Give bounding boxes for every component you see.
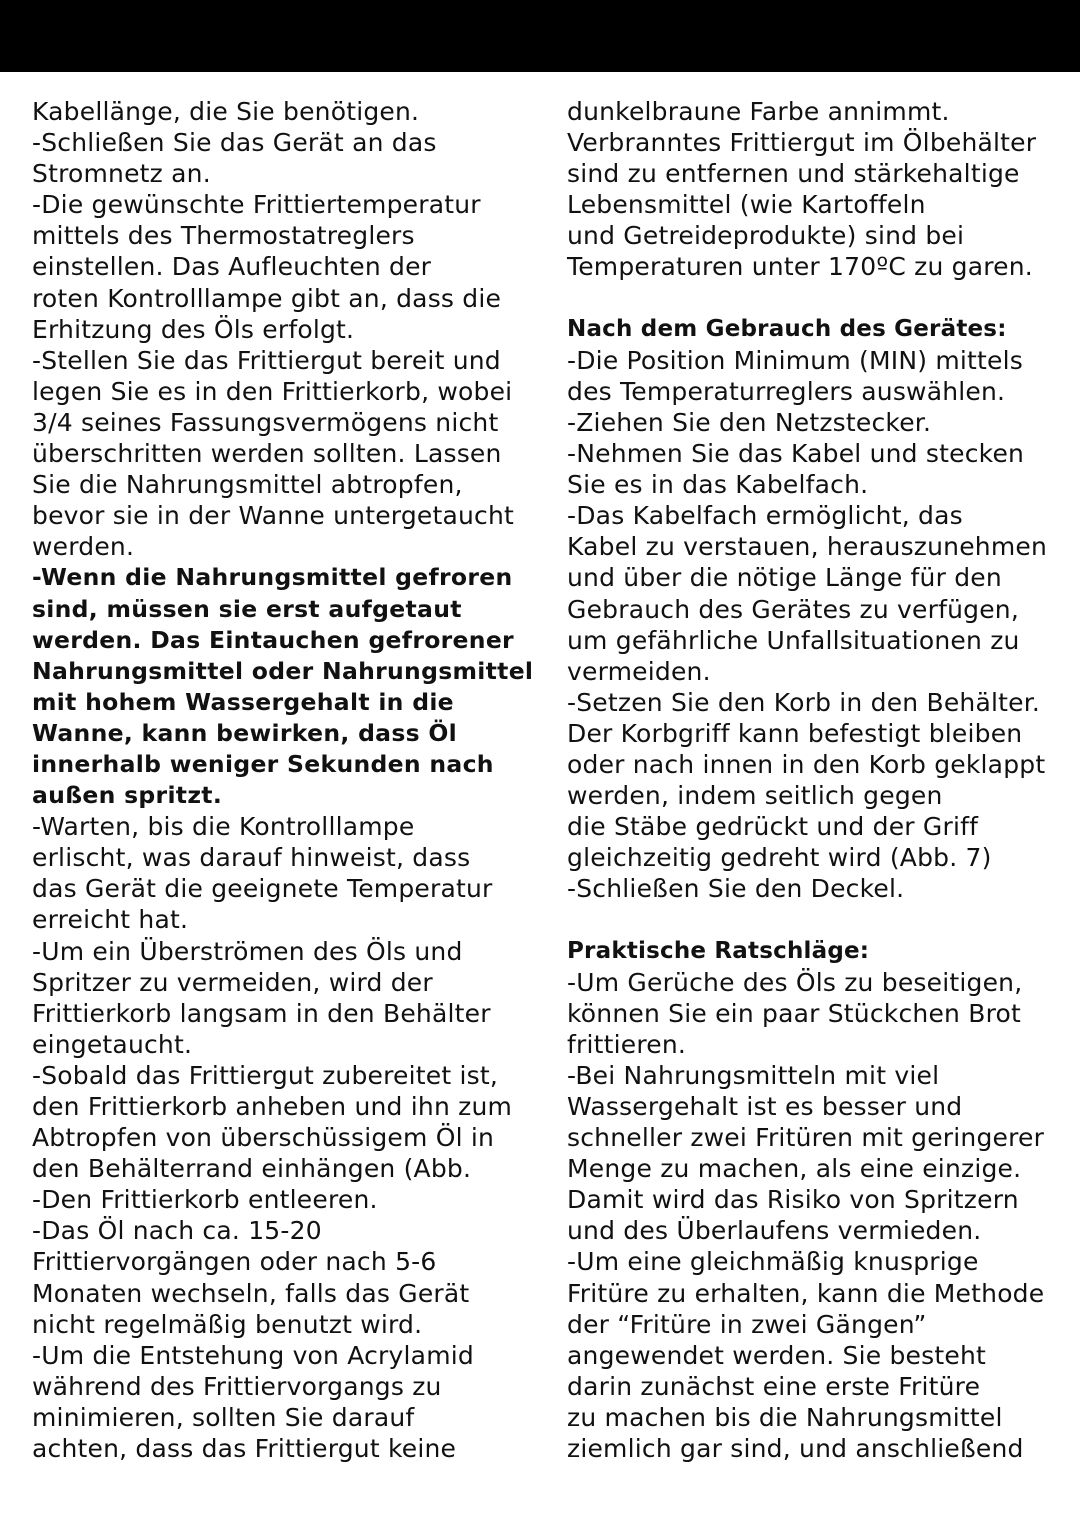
text-line: legen Sie es in den Frittierkorb, wobei	[32, 376, 513, 406]
text-line: außen spritzt.	[32, 781, 223, 810]
text-line: Damit wird das Risiko von Spritzern	[567, 1185, 1019, 1215]
text-line: sind, müssen sie erst aufgetaut	[32, 594, 462, 623]
text-line: die Stäbe gedrückt und der Griff	[567, 812, 979, 842]
text-line: Gebrauch des Gerätes zu verfügen,	[567, 594, 1019, 624]
text-line: -Warten, bis die Kontrolllampe	[32, 812, 415, 842]
text-line: schneller zwei Fritüren mit geringerer	[567, 1123, 1045, 1153]
right-intro-text	[567, 96, 1067, 283]
text-line: minimieren, sollten Sie darauf	[32, 1402, 415, 1432]
header-bar	[0, 0, 1080, 72]
left-column	[32, 96, 532, 1464]
text-line: Sie die Nahrungsmittel abtropfen,	[32, 470, 463, 500]
text-line: -Um eine gleichmäßig knusprige	[567, 1247, 979, 1277]
text-line: -Schließen Sie den Deckel.	[567, 874, 905, 904]
text-line: -Den Frittierkorb entleeren.	[32, 1185, 378, 1215]
text-line: -Um die Entstehung von Acrylamid	[32, 1340, 474, 1370]
text-line: Sie es in das Kabelfach.	[567, 470, 869, 500]
text-line: des Temperaturreglers auswählen.	[567, 376, 1006, 406]
text-line: und des Überlaufens vermieden.	[567, 1216, 982, 1246]
text-line: Kabel zu verstauen, herauszunehmen	[567, 532, 1048, 562]
text-line: Monaten wechseln, falls das Gerät	[32, 1278, 470, 1308]
text-line: werden, indem seitlich gegen	[567, 781, 943, 811]
text-line: werden. Das Eintauchen gefrorener	[32, 625, 514, 654]
text-line: Wanne, kann bewirken, dass Öl	[32, 718, 458, 747]
text-line: -Um Gerüche des Öls zu beseitigen,	[567, 967, 1023, 997]
text-line: dunkelbraune Farbe annimmt.	[567, 97, 950, 126]
text-line: -Wenn die Nahrungsmittel gefroren	[32, 563, 513, 592]
text-line: Stromnetz an.	[32, 159, 211, 189]
text-line: Verbranntes Frittiergut im Ölbehälter	[567, 128, 1037, 158]
text-line: können Sie ein paar Stückchen Brot	[567, 998, 1022, 1028]
text-line: Temperaturen unter 170ºC zu garen.	[567, 252, 1033, 282]
text-line: Der Korbgriff kann befestigt bleiben	[567, 718, 1023, 748]
text-line: und Getreideprodukte) sind bei	[567, 221, 965, 251]
text-line: überschritten werden sollten. Lassen	[32, 439, 502, 469]
text-line: roten Kontrolllampe gibt an, dass die	[32, 283, 502, 313]
text-line: -Um ein Überströmen des Öls und	[32, 936, 463, 966]
text-line: oder nach innen in den Korb geklappt	[567, 749, 1046, 779]
text-line: -Das Öl nach ca. 15-20	[32, 1216, 322, 1246]
text-line: Frittierkorb langsam in den Behälter	[32, 998, 491, 1028]
text-line: ziemlich gar sind, und anschließend	[567, 1434, 1024, 1464]
text-line: innerhalb weniger Sekunden nach	[32, 749, 494, 778]
text-line: Lebensmittel (wie Kartoffeln	[567, 190, 926, 220]
text-line: -Sobald das Frittiergut zubereitet ist,	[32, 1060, 499, 1090]
text-line: erlischt, was darauf hinweist, dass	[32, 843, 471, 873]
text-line: -Nehmen Sie das Kabel und stecken	[567, 439, 1025, 469]
text-line: Erhitzung des Öls erfolgt.	[32, 314, 355, 344]
text-line: -Ziehen Sie den Netzstecker.	[567, 407, 932, 437]
spacer	[567, 904, 1067, 935]
text-line: darin zunächst eine erste Fritüre	[567, 1371, 981, 1401]
text-line: nicht regelmäßig benutzt wird.	[32, 1309, 423, 1339]
text-line: -Bei Nahrungsmitteln mit viel	[567, 1060, 940, 1090]
text-line: -Schließen Sie das Gerät an das	[32, 128, 437, 158]
text-line: zu machen bis die Nahrungsmittel	[567, 1402, 1003, 1432]
text-line: Nahrungsmittel oder Nahrungsmittel	[32, 656, 534, 685]
text-line: den Behälterrand einhängen (Abb.	[32, 1154, 472, 1184]
text-line: mittels des Thermostatreglers	[32, 221, 415, 251]
text-line: 3/4 seines Fassungsvermögens nicht	[32, 407, 499, 437]
text-line: Abtropfen von überschüssigem Öl in	[32, 1123, 495, 1153]
text-line: achten, dass das Frittiergut keine	[32, 1434, 457, 1464]
after-use-text	[567, 345, 1067, 905]
text-line: vermeiden.	[567, 656, 711, 686]
text-line: -Die gewünschte Frittiertemperatur	[32, 190, 481, 220]
right-column	[567, 96, 1067, 1464]
text-line: das Gerät die geeignete Temperatur	[32, 874, 493, 904]
text-line: und über die nötige Länge für den	[567, 563, 1002, 593]
text-line: -Das Kabelfach ermöglicht, das	[567, 501, 963, 531]
tips-text	[567, 967, 1067, 1465]
text-line: Kabellänge, die Sie benötigen.	[32, 97, 420, 126]
text-line: erreicht hat.	[32, 905, 189, 935]
text-line: einstellen. Das Aufleuchten der	[32, 252, 432, 282]
text-line: Menge zu machen, als eine einzige.	[567, 1154, 1022, 1184]
text-line: Wassergehalt ist es besser und	[567, 1092, 963, 1121]
text-line: -Setzen Sie den Korb in den Behälter.	[567, 687, 1041, 717]
text-line: sind zu entfernen und stärkehaltige	[567, 159, 1020, 189]
section-heading-tips: Praktische Ratschläge:	[567, 937, 870, 964]
text-line: werden.	[32, 532, 135, 562]
text-line: mit hohem Wassergehalt in die	[32, 687, 454, 716]
spacer	[567, 283, 1067, 314]
text-line: Spritzer zu vermeiden, wird der	[32, 967, 433, 997]
text-line: -Die Position Minimum (MIN) mittels	[567, 345, 1023, 375]
section-heading-after-use: Nach dem Gebrauch des Gerätes:	[567, 315, 1007, 342]
text-line: Fritüre zu erhalten, kann die Methode	[567, 1278, 1045, 1308]
text-line: frittieren.	[567, 1029, 687, 1059]
text-line: bevor sie in der Wanne untergetaucht	[32, 501, 515, 531]
text-line: um gefährliche Unfallsituationen zu	[567, 625, 1020, 655]
text-line: der “Fritüre in zwei Gängen”	[567, 1309, 927, 1339]
text-line: -Stellen Sie das Frittiergut bereit und	[32, 345, 501, 375]
text-line: Frittiervorgängen oder nach 5-6	[32, 1247, 437, 1277]
text-line: gleichzeitig gedreht wird (Abb. 7)	[567, 843, 992, 873]
text-line: während des Frittiervorgangs zu	[32, 1371, 442, 1401]
text-line: angewendet werden. Sie besteht	[567, 1340, 986, 1370]
text-line: eingetaucht.	[32, 1029, 193, 1059]
text-line: den Frittierkorb anheben und ihn zum	[32, 1092, 513, 1121]
